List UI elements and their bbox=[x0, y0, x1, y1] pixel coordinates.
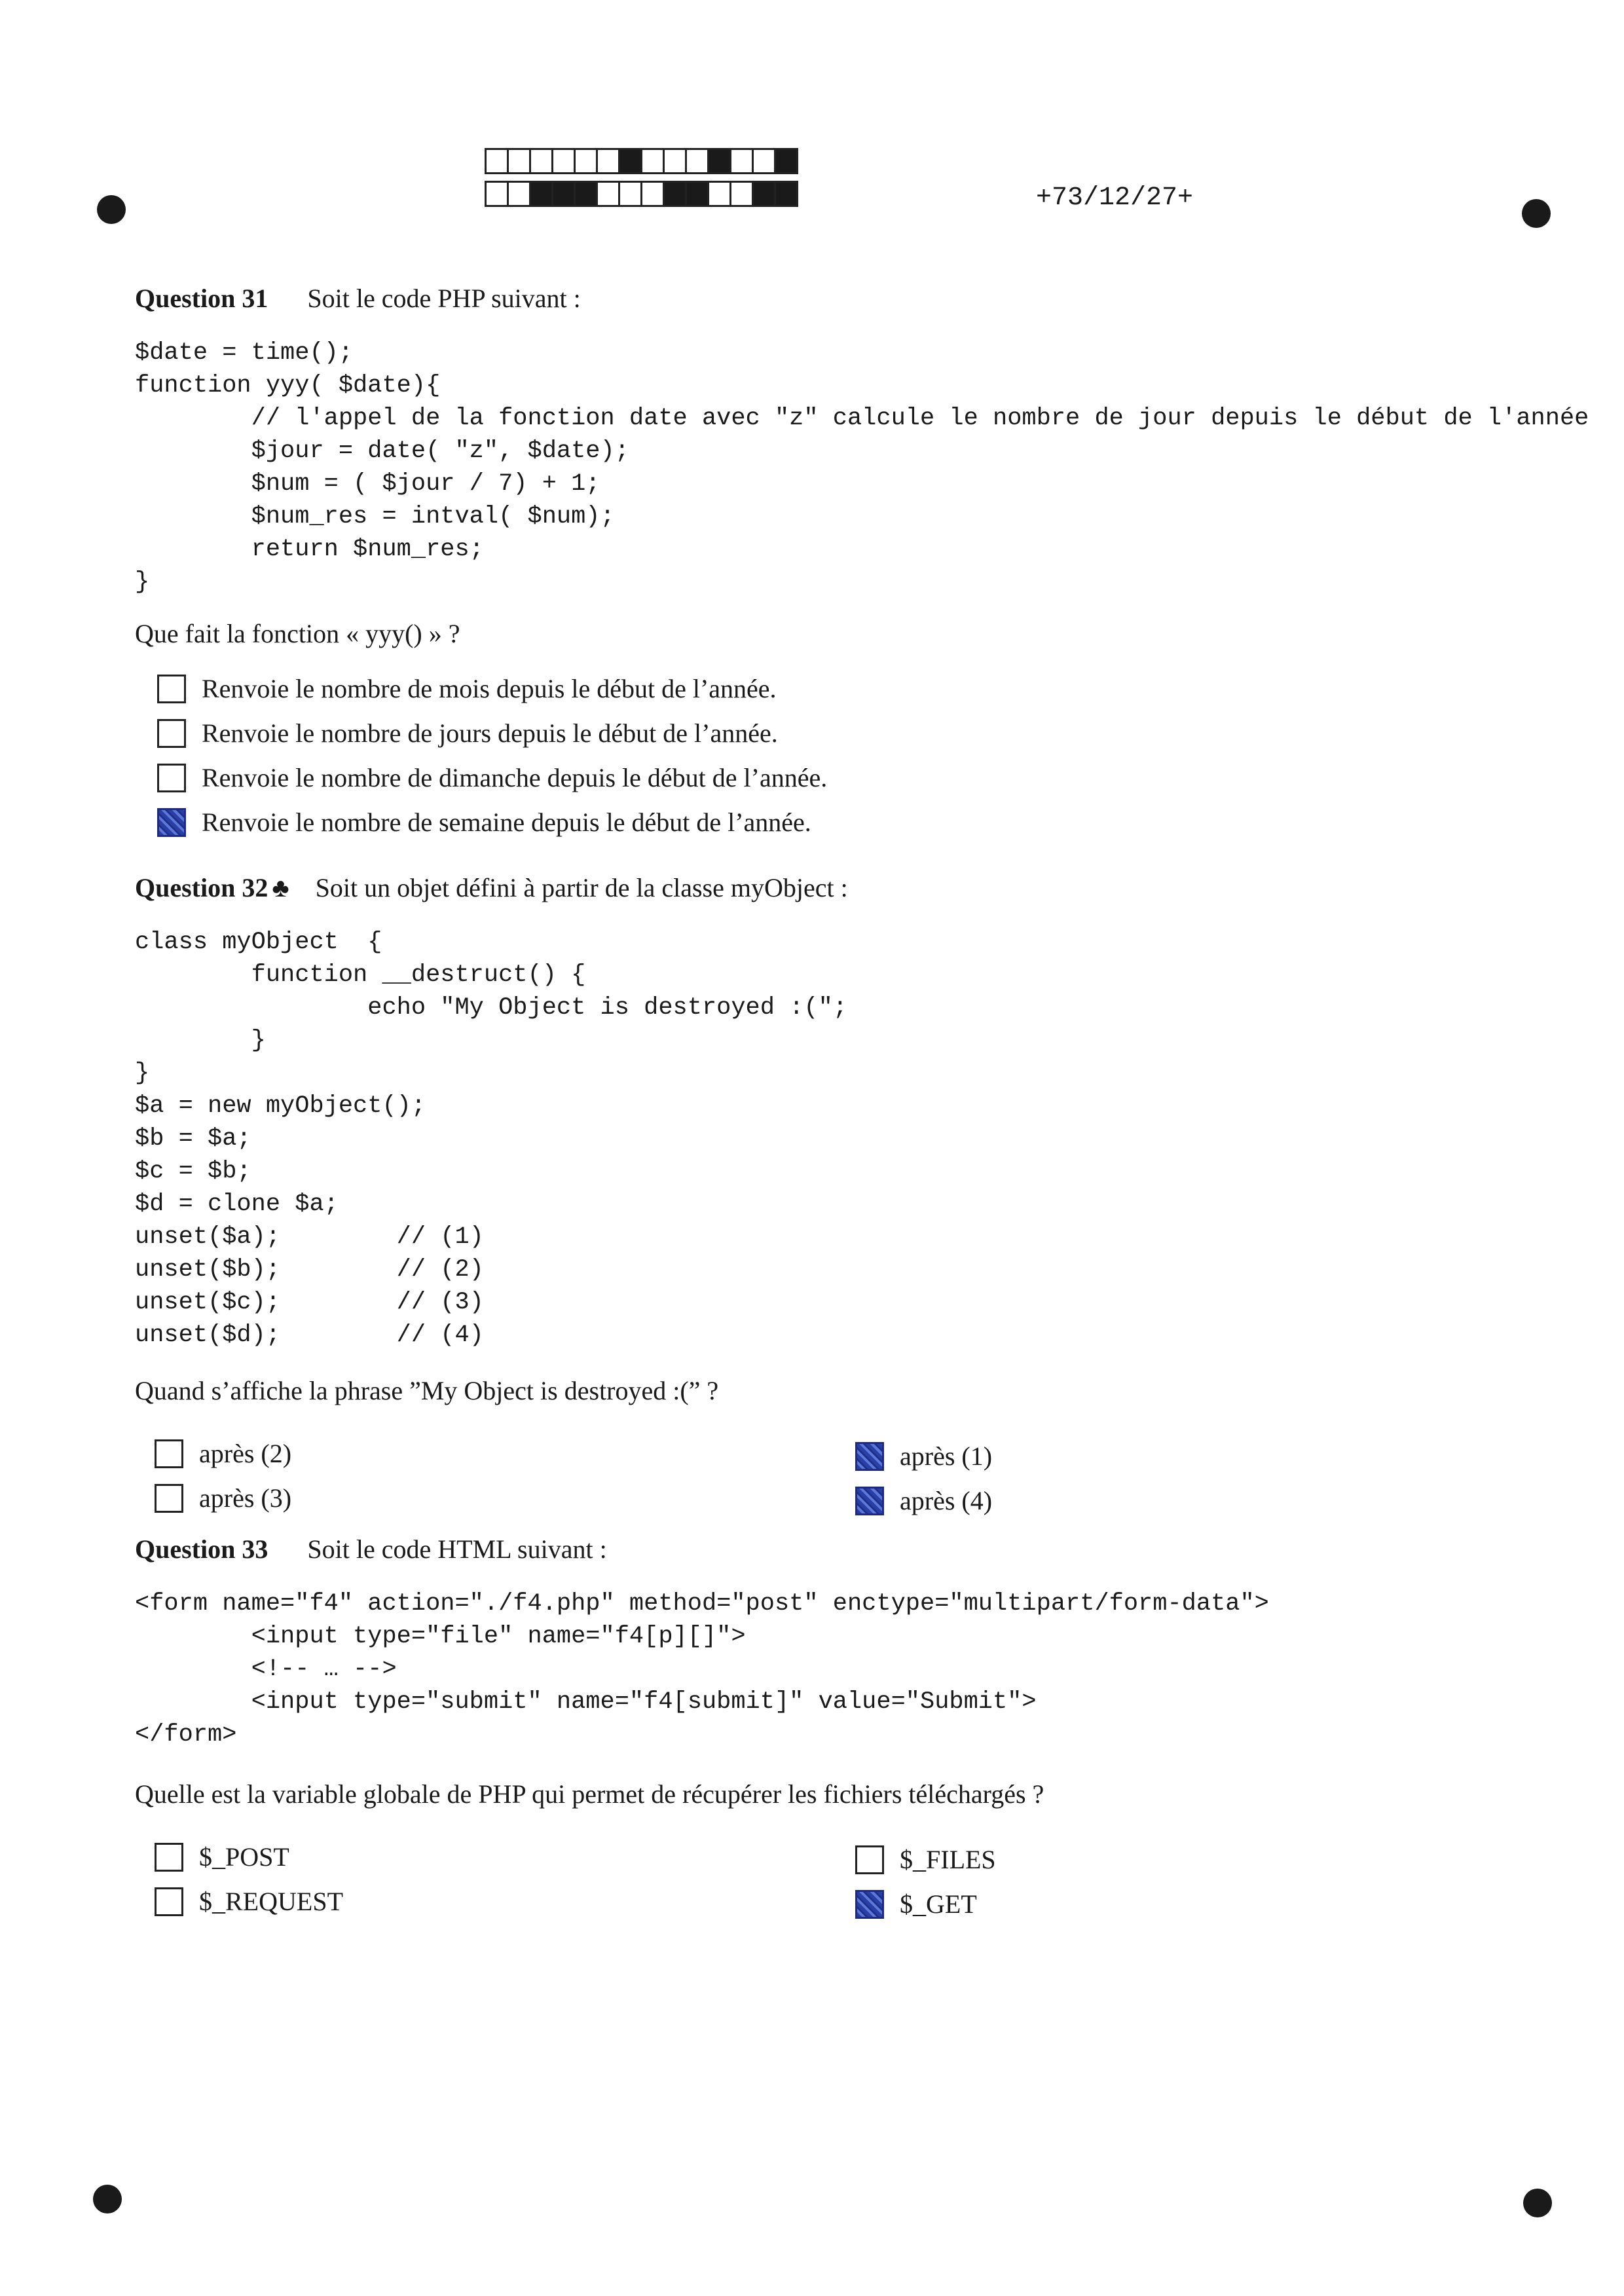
answer-label: Renvoie le nombre de dimanche depuis le début de l’année. bbox=[202, 763, 828, 792]
barcode-cell bbox=[685, 181, 709, 207]
barcode-cell bbox=[596, 148, 620, 174]
barcode-cell bbox=[640, 181, 665, 207]
barcode-cell bbox=[774, 148, 798, 174]
question-intro: Soit le code HTML suivant : bbox=[307, 1534, 607, 1564]
barcode-cell bbox=[618, 181, 642, 207]
registration-mark-top-left bbox=[97, 195, 126, 224]
answer-checkbox[interactable] bbox=[855, 1845, 884, 1874]
question-32 bbox=[135, 872, 848, 903]
barcode-cell bbox=[507, 181, 531, 207]
answer-checkbox[interactable] bbox=[155, 1843, 183, 1872]
barcode-cell bbox=[596, 181, 620, 207]
answer-option[interactable] bbox=[155, 1842, 289, 1872]
answer-option[interactable] bbox=[155, 1886, 343, 1917]
barcode-cell bbox=[685, 148, 709, 174]
question-number: Question 33 bbox=[135, 1534, 268, 1564]
barcode-cell bbox=[551, 148, 576, 174]
answer-option[interactable] bbox=[855, 1844, 996, 1875]
barcode-cell bbox=[529, 181, 553, 207]
answer-option[interactable] bbox=[855, 1485, 992, 1516]
answer-checkbox[interactable] bbox=[157, 764, 186, 792]
answer-checkbox-checked[interactable] bbox=[855, 1442, 884, 1471]
registration-mark-top-right bbox=[1522, 199, 1551, 228]
question-prompt: Quand s’affiche la phrase ”My Object is destroyed :(” ? bbox=[135, 1376, 719, 1405]
answer-option[interactable] bbox=[855, 1441, 992, 1472]
answer-option[interactable] bbox=[155, 1438, 291, 1469]
barcode-cell bbox=[729, 181, 754, 207]
answer-option[interactable] bbox=[855, 1889, 977, 1919]
barcode-cell bbox=[774, 181, 798, 207]
question-prompt: Quelle est la variable globale de PHP qui permet de récupérer les fichiers téléchargés ? bbox=[135, 1779, 1044, 1809]
barcode-cell bbox=[729, 148, 754, 174]
answer-option[interactable] bbox=[157, 762, 827, 793]
question-33 bbox=[135, 1534, 607, 1565]
multiple-answer-club-icon: ♣ bbox=[272, 873, 289, 902]
answer-label: après (4) bbox=[900, 1486, 993, 1515]
answer-checkbox[interactable] bbox=[157, 675, 186, 703]
answer-checkbox-checked[interactable] bbox=[855, 1890, 884, 1919]
answer-label: $_POST bbox=[199, 1842, 289, 1872]
code-block-php: class myObject { function __destruct() { echo "My Object is destroyed :("; } } $a = new myObject(); $b = $a; $c = $b; $d = clone $a; unset($a); // (1) unset($b); // (2) unset($c); // (3) unset($d); // (4) bbox=[135, 929, 847, 1349]
barcode-cell bbox=[529, 148, 553, 174]
barcode-cell bbox=[752, 181, 776, 207]
barcode-cell bbox=[663, 181, 687, 207]
question-prompt: Que fait la fonction « yyy() » ? bbox=[135, 619, 460, 648]
question-header bbox=[135, 283, 581, 314]
answer-checkbox[interactable] bbox=[155, 1484, 183, 1513]
answer-label: Renvoie le nombre de mois depuis le début de l’année. bbox=[202, 674, 777, 703]
barcode-cell bbox=[574, 181, 598, 207]
barcode-cell bbox=[485, 181, 509, 207]
answer-option[interactable] bbox=[157, 807, 811, 838]
answer-option[interactable] bbox=[155, 1483, 291, 1513]
answer-label: Renvoie le nombre de semaine depuis le début de l’année. bbox=[202, 807, 811, 837]
answer-label: après (3) bbox=[199, 1483, 292, 1513]
answer-label: $_FILES bbox=[900, 1845, 996, 1874]
question-header bbox=[135, 872, 848, 903]
barcode-cell bbox=[574, 148, 598, 174]
question-intro: Soit le code PHP suivant : bbox=[307, 284, 581, 313]
answer-option[interactable] bbox=[157, 673, 777, 704]
answer-label: après (2) bbox=[199, 1439, 292, 1468]
page-id: +73/12/27+ bbox=[1036, 183, 1194, 213]
barcode-cell bbox=[507, 148, 531, 174]
answer-label: Renvoie le nombre de jours depuis le début de l’année. bbox=[202, 718, 778, 748]
barcode-cell bbox=[707, 148, 731, 174]
question-number: Question 32 bbox=[135, 873, 268, 902]
answer-checkbox[interactable] bbox=[155, 1887, 183, 1916]
code-block-php: $date = time(); function yyy( $date){ // l'appel de la fonction date avec "z" calcule le nombre de jour depuis le début de l'année $jour = date( "z", $date); $num = ( $jour / 7) + 1; $num_res = intval( $num); return $num_res; } bbox=[135, 339, 1589, 596]
barcode-cell bbox=[663, 148, 687, 174]
answer-checkbox-checked[interactable] bbox=[855, 1487, 884, 1515]
question-intro: Soit un objet défini à partir de la classe myObject : bbox=[315, 873, 848, 902]
answer-label: après (1) bbox=[900, 1441, 993, 1471]
answer-label: $_REQUEST bbox=[199, 1887, 343, 1916]
answer-label: $_GET bbox=[900, 1889, 977, 1919]
code-block-html: <form name="f4" action="./f4.php" method="post" enctype="multipart/form-data"> <input type="file" name="f4[p][]"> <!-- … --> <input type="submit" name="f4[submit]" value="Submit"> </form> bbox=[135, 1590, 1269, 1749]
page-barcode-row-1 bbox=[485, 148, 796, 174]
answer-checkbox-checked[interactable] bbox=[157, 808, 186, 837]
barcode-cell bbox=[707, 181, 731, 207]
answer-option[interactable] bbox=[157, 718, 778, 749]
barcode-cell bbox=[551, 181, 576, 207]
answer-checkbox[interactable] bbox=[157, 719, 186, 748]
barcode-cell bbox=[752, 148, 776, 174]
question-31 bbox=[135, 283, 581, 314]
registration-mark-bottom-right bbox=[1523, 2189, 1552, 2217]
page-barcode-row-2 bbox=[485, 181, 796, 207]
question-header bbox=[135, 1534, 607, 1565]
barcode-cell bbox=[618, 148, 642, 174]
registration-mark-bottom-left bbox=[93, 2185, 122, 2213]
question-number: Question 31 bbox=[135, 284, 268, 313]
barcode-cell bbox=[640, 148, 665, 174]
barcode-cell bbox=[485, 148, 509, 174]
answer-checkbox[interactable] bbox=[155, 1439, 183, 1468]
